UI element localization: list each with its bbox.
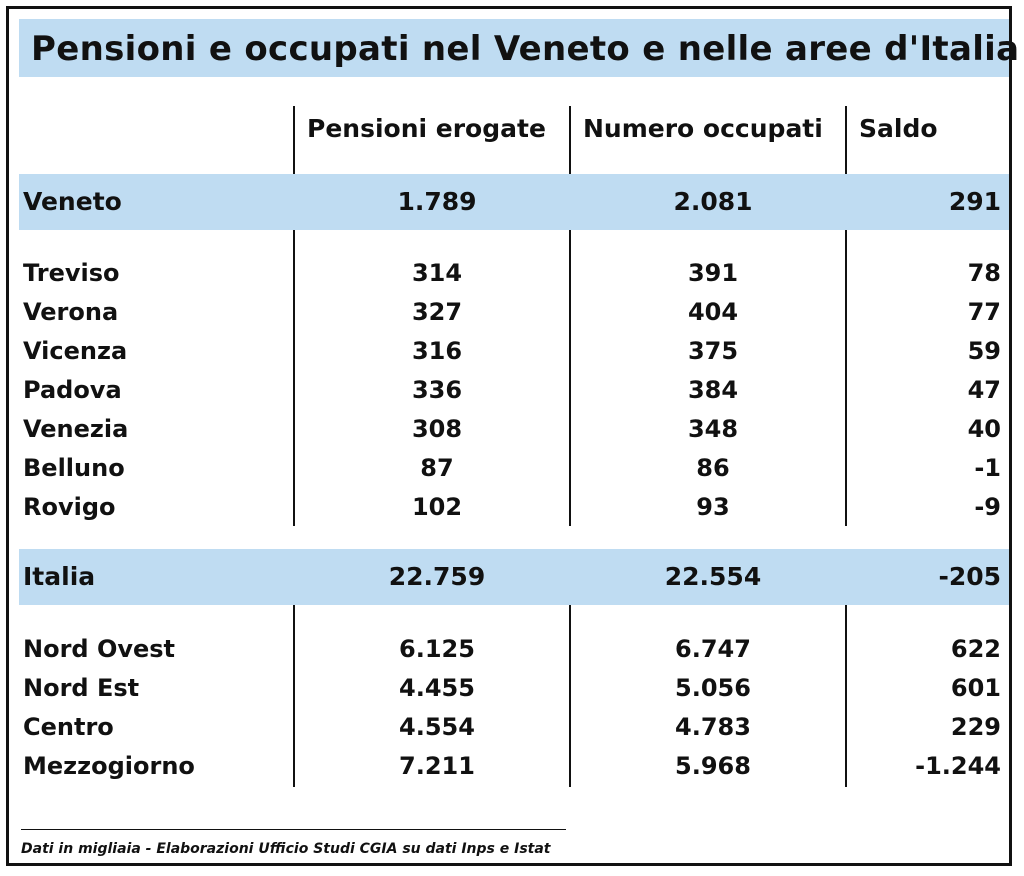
row-occupati: 5.968 xyxy=(675,752,751,780)
row-pensioni: 22.759 xyxy=(388,562,486,591)
row-occupati: 6.747 xyxy=(675,635,751,663)
header-saldo: Saldo xyxy=(859,114,938,143)
table-row xyxy=(9,259,1009,295)
table-row xyxy=(9,635,1009,671)
table-row xyxy=(9,298,1009,334)
row-pensioni: 327 xyxy=(411,298,463,326)
row-saldo: 601 xyxy=(950,674,1001,702)
row-name: Italia xyxy=(23,562,96,591)
row-pensioni: 314 xyxy=(411,259,463,287)
row-pensioni: 336 xyxy=(411,376,463,404)
row-pensioni: 308 xyxy=(411,415,463,443)
row-pensioni: 6.125 xyxy=(399,635,475,663)
row-saldo: 229 xyxy=(950,713,1001,741)
table-row-veneto xyxy=(9,187,1009,223)
row-occupati: 384 xyxy=(687,376,739,404)
row-pensioni: 87 xyxy=(420,454,454,482)
row-occupati: 348 xyxy=(687,415,739,443)
row-name: Mezzogiorno xyxy=(23,752,195,780)
header-occupati: Numero occupati xyxy=(583,114,823,143)
row-saldo: 47 xyxy=(967,376,1001,404)
row-occupati: 86 xyxy=(696,454,730,482)
row-saldo: 77 xyxy=(967,298,1001,326)
row-occupati: 5.056 xyxy=(675,674,751,702)
row-name: Venezia xyxy=(23,415,129,443)
row-saldo: -1.244 xyxy=(915,752,1001,780)
page-title: Pensioni e occupati nel Veneto e nelle aree d'Italia xyxy=(31,29,1020,69)
row-name: Verona xyxy=(23,298,119,326)
row-saldo: -9 xyxy=(974,493,1001,521)
row-saldo: 78 xyxy=(967,259,1001,287)
row-name: Centro xyxy=(23,713,114,741)
row-saldo: 40 xyxy=(967,415,1001,443)
table-row-italia xyxy=(9,562,1009,598)
table-row xyxy=(9,674,1009,710)
row-occupati: 375 xyxy=(687,337,739,365)
table-frame xyxy=(6,6,1020,866)
table-row xyxy=(9,752,1009,788)
table-row xyxy=(9,415,1009,451)
table-row xyxy=(9,376,1009,412)
row-pensioni: 7.211 xyxy=(399,752,475,780)
row-name: Padova xyxy=(23,376,122,404)
row-name: Treviso xyxy=(23,259,120,287)
row-occupati: 2.081 xyxy=(673,187,753,216)
row-pensioni: 4.554 xyxy=(399,713,475,741)
row-name: Rovigo xyxy=(23,493,116,521)
row-pensioni: 316 xyxy=(411,337,463,365)
row-pensioni: 102 xyxy=(411,493,463,521)
table-row xyxy=(9,713,1009,749)
row-occupati: 404 xyxy=(687,298,739,326)
row-name: Nord Ovest xyxy=(23,635,176,663)
header-pensioni: Pensioni erogate xyxy=(307,114,546,143)
row-pensioni: 4.455 xyxy=(399,674,475,702)
row-saldo: -1 xyxy=(974,454,1001,482)
row-name: Vicenza xyxy=(23,337,128,365)
row-saldo: -205 xyxy=(938,562,1001,591)
table-row xyxy=(9,337,1009,373)
row-occupati: 4.783 xyxy=(675,713,751,741)
title-bar xyxy=(19,19,1020,77)
source-note: Dati in migliaia - Elaborazioni Ufficio Studi CGIA su dati Inps e Istat xyxy=(21,841,551,857)
table-row xyxy=(9,493,1009,529)
row-saldo: 291 xyxy=(948,187,1001,216)
row-name: Veneto xyxy=(23,187,122,216)
table-row xyxy=(9,454,1009,490)
footer-rule xyxy=(21,829,566,830)
row-occupati: 391 xyxy=(687,259,739,287)
row-saldo: 622 xyxy=(950,635,1001,663)
row-saldo: 59 xyxy=(967,337,1001,365)
row-occupati: 22.554 xyxy=(664,562,762,591)
row-name: Nord Est xyxy=(23,674,140,702)
row-name: Belluno xyxy=(23,454,125,482)
row-pensioni: 1.789 xyxy=(397,187,477,216)
row-occupati: 93 xyxy=(696,493,730,521)
